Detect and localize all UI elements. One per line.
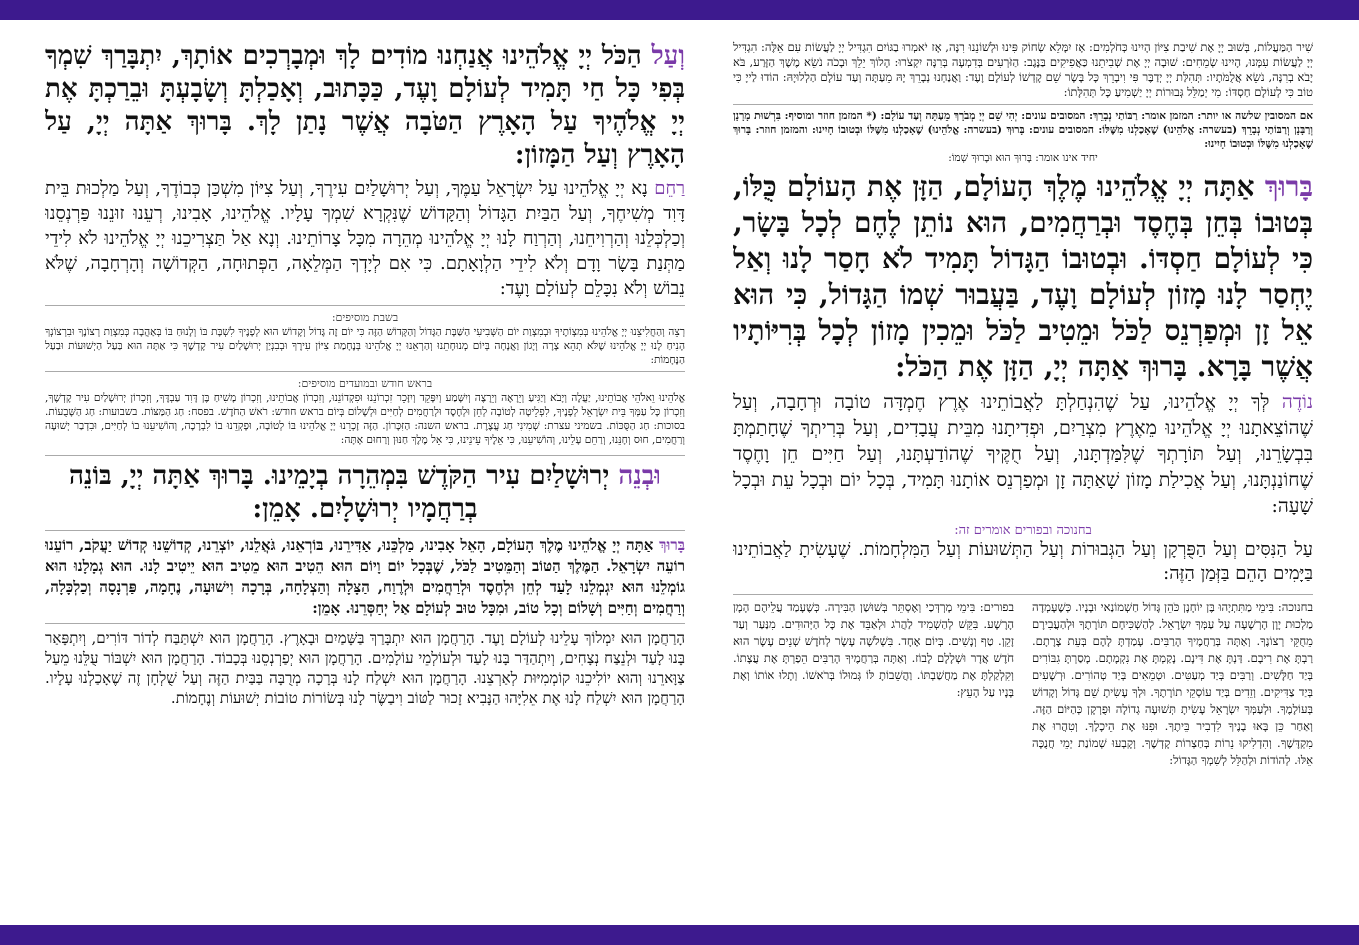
uvneh-text: יְרוּשָׁלַיִם עִיר הַקֹּדֶשׁ בִּמְהֵרָה בְיָמֵינוּ. בָּרוּךְ אַתָּה יְיָ, בּוֹנֵה בְרַחֲמָיו יְרוּשָׁלָיִם. אָמֵן: [69, 461, 610, 524]
veal-first-word: וְעַל [651, 41, 685, 71]
rachem-first-word: רַחֵם [654, 178, 685, 199]
yachid-note: יחיד אינו אומר: בָּרוּךְ הוּא וּבָרוּךְ שְׁמוֹ: [948, 152, 1098, 164]
uvneh-paragraph [45, 460, 685, 526]
divider [45, 305, 685, 306]
divider [45, 623, 685, 624]
right-page [733, 40, 1313, 920]
rachem-paragraph [45, 176, 685, 301]
purim-column: בפורים: בִּימֵי מָרְדְּכַי וְאֶסְתֵּר בְּשׁוּשַׁן הַבִּירָה. כְּשֶׁעָמַד עֲלֵיהֶם הָמָן הָרָשָׁע. בִּקֵּשׁ לְהַשְׁמִיד לַהֲרֹג וּלְאַבֵּד אֶת כָּל הַיְּהוּדִים. מִנַּעַר וְעַד זָקֵן. טַף וְנָשִׁים. בְּיוֹם אֶחָד. בִּשְׁלֹשָׁה עָשָׂר לְחֹדֶשׁ שְׁנֵים עָשָׂר הוּא חֹדֶשׁ אֲדָר וּשְׁלָלָם לָבוֹז. וְאַתָּה בְּרַחֲמֶיךָ הָרַבִּים הֵפַרְתָּ אֶת עֲצָתוֹ. וְקִלְקַלְתָּ אֶת מַחֲשַׁבְתּוֹ. וַהֲשֵׁבוֹתָ לּוֹ גְּמוּלוֹ בְּרֹאשׁוֹ. וְתָלוּ אוֹתוֹ וְאֶת בָּנָיו עַל הָעֵץ: [733, 600, 1014, 699]
shabbat-caption: בשבת מוסיפים: [331, 311, 399, 324]
hatov-text: אַתָּה יְיָ אֱלֹהֵינוּ מֶלֶךְ הָעוֹלָם, הָאֵל אָבִינוּ, מַלְכֵּנוּ, אַדִּירֵנוּ, בּוֹרְאֵנוּ, גֹּאֲלֵנוּ, יוֹצְרֵנוּ, קְדוֹשֵׁנוּ קְדוֹשׁ יַעֲקֹב, רוֹעֵנוּ רוֹעֵה יִשְׂרָאֵל. הַמֶּלֶךְ הַטּוֹב וְהַמֵּטִיב לַכֹּל, שֶׁבְּכָל יוֹם וָיוֹם הוּא הֵטִיב הוּא מֵטִיב הוּא יֵיטִיב לָנוּ. הוּא גְמָלָנוּ הוּא גוֹמְלֵנוּ הוּא יִגְמְלֵנוּ לָעַד לְחֵן וּלְחֶסֶד וּלְרַחֲמִים וּלְרֶוַח, הַצָּלָה וְהַצְלָחָה, בְּרָכָה וִישׁוּעָה, נֶחָמָה, פַּרְנָסָה וְכַלְכָּלָה, וְרַחֲמִים וְחַיִּים וְשָׁלוֹם וְכָל טוֹב, וּמִכָּל טוּב לְעוֹלָם אַל יְחַסְּרֵנוּ. אָמֵן: [45, 536, 685, 617]
divider [45, 530, 685, 531]
divider [45, 371, 685, 372]
rachem-text: נָא יְיָ אֱלֹהֵינוּ עַל יִשְׂרָאֵל עַמֶּךָ, וְעַל יְרוּשָׁלַיִם עִירֶךָ, וְעַל צִיּוֹן מִשְׁכַּן כְּבוֹדֶךָ, וְעַל מַלְכוּת בֵּית דָּוִד מְשִׁיחֶךָ, וְעַל הַבַּיִת הַגָּדוֹל וְהַקָּדוֹשׁ שֶׁנִּקְרָא שִׁמְךָ עָלָיו. אֱלֹהֵינוּ, אָבִינוּ, רְעֵנוּ זוּנֵנוּ פַּרְנְסֵנוּ וְכַלְכְּלֵנוּ וְהַרְוִיחֵנוּ, וְהַרְוַח לָנוּ יְיָ אֱלֹהֵינוּ מְהֵרָה מִכָּל צָרוֹתֵינוּ. וְנָא אַל תַּצְרִיכֵנוּ יְיָ אֱלֹהֵינוּ לֹא לִידֵי מַתְּנַת בָּשָׂר וָדָם וְלֹא לִידֵי הַלְוָאָתָם. כִּי אִם לְיָדְךָ הַמְּלֵאָה, הַפְּתוּחָה, הַקְּדוֹשָׁה וְהָרְחָבָה, שֶׁלֹּא נֵבוֹשׁ וְלֹא נִכָּלֵם לְעוֹלָם וָעֶד: [45, 178, 685, 299]
chanuka-purim-columns [733, 599, 1313, 769]
shir-hamaalot-paragraph: שִׁיר הַמַּעֲלוֹת, בְּשׁוּב יְיָ אֶת שִׁיבַת צִיּוֹן הָיִינוּ כְּחֹלְמִים: אָז יִמָּלֵא שְׂחוֹק פִּינוּ וּלְשׁוֹנֵנוּ רִנָּה, אָז יֹאמְרוּ בַגּוֹיִם הִגְדִּיל יְיָ לַעֲשׂוֹת עִם אֵלֶּה: הִגְדִּיל יְיָ לַעֲשׂוֹת עִמָּנוּ, הָיִינוּ שְׂמֵחִים: שׁוּבָה יְיָ אֶת שְׁבִיתֵנוּ כַּאֲפִיקִים בַּנֶּגֶב: הַזֹּרְעִים בְּדִמְעָה בְּרִנָּה יִקְצֹרוּ: הָלוֹךְ יֵלֵךְ וּבָכֹה נֹשֵׂא מֶשֶׁךְ הַזָּרַע, בֹּא יָבֹא בְרִנָּה, נֹשֵׂא אֲלֻמֹּתָיו: תְּהִלַּת יְיָ יְדַבֶּר פִּי וִיבָרֵךְ כָּל בָּשָׂר שֵׁם קָדְשׁוֹ לְעוֹלָם וָעֶד: וַאֲנַחְנוּ נְבָרֵךְ יָהּ מֵעַתָּה וְעַד עוֹלָם הַלְלוּיָהּ: הוֹדוּ לַייָ כִּי טוֹב כִּי לְעוֹלָם חַסְדּוֹ: מִי יְמַלֵּל גְּבוּרוֹת יְיָ יַשְׁמִיעַ כָּל תְּהִלָּתוֹ: [733, 40, 1313, 99]
top-border-bar [0, 0, 1359, 20]
hazan-paragraph [733, 169, 1313, 385]
divider [733, 594, 1313, 595]
veal-text: הַכֹּל יְיָ אֱלֹהֵינוּ אֲנַחְנוּ מוֹדִים לָךְ וּמְבָרְכִים אוֹתָךְ, יִתְבָּרַךְ שִׁמְךָ בְּפִי כָּל חַי תָּמִיד לְעוֹלָם וָעֶד, כַּכָּתוּב, וְאָכַלְתָּ וְשָׂבָעְתָּ וּבֵרַכְתָּ אֶת יְיָ אֱלֹהֶיךָ עַל הָאָרֶץ הַטֹּבָה אֲשֶׁר נָתַן לָךְ. בָּרוּךְ אַתָּה יְיָ, עַל הָאָרֶץ וְעַל הַמָּזוֹן: [45, 41, 685, 170]
retzeh-paragraph: רְצֵה וְהַחֲלִיצֵנוּ יְיָ אֱלֹהֵינוּ בְּמִצְוֹתֶיךָ וּבְמִצְוַת יוֹם הַשְּׁבִיעִי הַשַּׁבָּת הַגָּדוֹל וְהַקָּדוֹשׁ הַזֶּה כִּי יוֹם זֶה גָּדוֹל וְקָדוֹשׁ הוּא לְפָנֶיךָ לִשְׁבָּת בּוֹ וְלָנוּחַ בּוֹ בְּאַהֲבָה כְּמִצְוַת רְצוֹנֶךָ וּבִרְצוֹנְךָ הָנִיחַ לָנוּ יְיָ אֱלֹהֵינוּ שֶׁלֹּא תְהֵא צָרָה וְיָגוֹן וַאֲנָחָה בְּיוֹם מְנוּחָתֵנוּ וְהַרְאֵנוּ יְיָ אֱלֹהֵינוּ בְּנֶחָמַת צִיּוֹן עִירֶךָ וּבְבִנְיַן יְרוּשָׁלַיִם עִיר קָדְשֶׁךָ כִּי אַתָּה הוּא בַּעַל הַיְשׁוּעוֹת וּבַעַל הַנֶּחָמוֹת: [45, 326, 685, 366]
uvneh-first-word: וּבְנֵה [618, 461, 661, 491]
zimun-instructions: אם המסובין שלשה או יותר: המזמן אומר: רַבּוֹתַי נְבָרֵךְ: המסובים עונים: יְהִי שֵׁם יְיָ מְבֹרָךְ מֵעַתָּה וְעַד עוֹלָם: (* המזמן חוזר ומוסיף: בִּרְשׁוּת מָרָנָן וְרַבָּנָן וְרַבּוֹתַי נְבָרֵךְ (בעשרה: אֱלֹהֵינוּ) שֶׁאָכַלְנוּ מִשֶּׁלּוֹ: המסובים עונים: בָּרוּךְ (בעשרה: אֱלֹהֵינוּ) שֶׁאָכַלְנוּ מִשֶּׁלּוֹ וּבְטוּבוֹ חָיִינוּ: והמזמן חוזר: בָּרוּךְ שֶׁאָכַלְנוּ מִשֶּׁלּוֹ וּבְטוּבוֹ חָיִינוּ: [733, 110, 1313, 150]
chanuka-purim-caption: בחנוכה ובפורים אומרים זה: [954, 523, 1092, 538]
divider [45, 455, 685, 456]
hazan-first-word: בָּרוּךְ [1264, 170, 1313, 203]
yaaleh-veyavo-paragraph: אֱלֹהֵינוּ וֵאלֹהֵי אֲבוֹתֵינוּ, יַעֲלֶה וְיָבֹא וְיַגִּיעַ וְיֵרָאֶה וְיֵרָצֶה וְיִשָּׁמַע וְיִפָּקֵד וְיִזָּכֵר זִכְרוֹנֵנוּ וּפִקְדוֹנֵנוּ, וְזִכְרוֹן אֲבוֹתֵינוּ, וְזִכְרוֹן מָשִׁיחַ בֶּן דָּוִד עַבְדֶּךָ, וְזִכְרוֹן יְרוּשָׁלַיִם עִיר קָדְשֶׁךָ, וְזִכְרוֹן כָּל עַמְּךָ בֵּית יִשְׂרָאֵל לְפָנֶיךָ, לִפְלֵיטָה לְטוֹבָה לְחֵן וּלְחֶסֶד וּלְרַחֲמִים לְחַיִּים וּלְשָׁלוֹם בְּיוֹם בראש חודש: רֹאשׁ הַחֹדֶשׁ. בפסח: חַג הַמַּצּוֹת. בשבועות: חַג הַשָּׁבֻעוֹת. בסוכות: חַג הַסֻּכּוֹת. בשמיני עצרת: שְׁמִינִי חַג עֲצֶרֶת. בראש השנה: הַזִּכָּרוֹן. הַזֶּה זָכְרֵנוּ יְיָ אֱלֹהֵינוּ בּוֹ לְטוֹבָה, וּפָקְדֵנוּ בוֹ לִבְרָכָה, וְהוֹשִׁיעֵנוּ בוֹ לְחַיִּים, וּבִדְבַר יְשׁוּעָה וְרַחֲמִים, חוּס וְחָנֵּנוּ, וְרַחֵם עָלֵינוּ, וְהוֹשִׁיעֵנוּ, כִּי אֵלֶיךָ עֵינֵינוּ, כִּי אֵל מֶלֶךְ חַנּוּן וְרַחוּם אָתָּה: [45, 392, 685, 446]
nodeh-text: לְּךָ יְיָ אֱלֹהֵינוּ, עַל שֶׁהִנְחַלְתָּ לַאֲבוֹתֵינוּ אֶרֶץ חֶמְדָּה טוֹבָה וּרְחָבָה, וְעַל שֶׁהוֹצֵאתָנוּ יְיָ אֱלֹהֵינוּ מֵאֶרֶץ מִצְרַיִם, וּפְדִיתָנוּ מִבֵּית עֲבָדִים, וְעַל בְּרִיתְךָ שֶׁחָתַמְתָּ בִּבְשָׂרֵנוּ, וְעַל תּוֹרָתְךָ שֶׁלִּמַּדְתָּנוּ, וְעַל חֻקֶּיךָ שֶׁהוֹדַעְתָּנוּ, וְעַל חַיִּים חֵן וָחֶסֶד שֶׁחוֹנַנְתָּנוּ, וְעַל אֲכִילַת מָזוֹן שָׁאַתָּה זָן וּמְפַרְנֵס אוֹתָנוּ תָּמִיד, בְּכָל יוֹם וּבְכָל עֵת וּבְכָל שָׁעָה: [733, 391, 1313, 517]
bottom-border-bar [0, 925, 1359, 945]
al-hanisim-paragraph: עַל הַנִּסִּים וְעַל הַפֻּרְקָן וְעַל הַגְּבוּרוֹת וְעַל הַתְּשׁוּעוֹת וְעַל הַמִּלְחָמוֹת. שֶׁעָשִׂיתָ לַאֲבוֹתֵינוּ בַּיָּמִים הָהֵם בַּזְּמַן הַזֶּה: [733, 539, 1313, 584]
nodeh-paragraph [733, 389, 1313, 519]
hatov-vehametiv-paragraph [45, 535, 685, 619]
nodeh-first-word: נוֹדֶה [1281, 391, 1313, 413]
hazan-text: אַתָּה יְיָ אֱלֹהֵינוּ מֶלֶךְ הָעוֹלָם, הַזָּן אֶת הָעוֹלָם כֻּלּוֹ, בְּטוּבוֹ בְּחֵן בְּחֶסֶד וּבְרַחֲמִים, הוּא נוֹתֵן לֶחֶם לְכָל בָּשָׂר, כִּי לְעוֹלָם חַסְדּוֹ. וּבְטוּבוֹ הַגָּדוֹל תָּמִיד לֹא חָסַר לָנוּ וְאַל יֶחְסַר לָנוּ מָזוֹן לְעוֹלָם וָעֶד, בַּעֲבוּר שְׁמוֹ הַגָּדוֹל, כִּי הוּא אֵל זָן וּמְפַרְנֵס לַכֹּל וּמֵטִיב לַכֹּל וּמֵכִין מָזוֹן לְכָל בְּרִיּוֹתָיו אֲשֶׁר בָּרָא. בָּרוּךְ אַתָּה יְיָ, הַזָּן אֶת הַכֹּל: [733, 170, 1313, 383]
veal-hakol-paragraph [45, 40, 685, 172]
left-page [45, 40, 685, 920]
harachaman-paragraph: הָרַחֲמָן הוּא יִמְלוֹךְ עָלֵינוּ לְעוֹלָם וָעֶד. הָרַחֲמָן הוּא יִתְבָּרַךְ בַּשָּׁמַיִם וּבָאָרֶץ. הָרַחֲמָן הוּא יִשְׁתַּבַּח לְדוֹר דּוֹרִים, וְיִתְפָּאַר בָּנוּ לָעַד וּלְנֵצַח נְצָחִים, וְיִתְהַדַּר בָּנוּ לָעַד וּלְעוֹלְמֵי עוֹלָמִים. הָרַחֲמָן הוּא יְפַרְנְסֵנוּ בְּכָבוֹד. הָרַחֲמָן הוּא יִשְׁבּוֹר עֻלֵּנוּ מֵעַל צַוָּארֵנוּ וְהוּא יוֹלִיכֵנוּ קוֹמְמִיּוּת לְאַרְצֵנוּ. הָרַחֲמָן הוּא יִשְׁלַח לָנוּ בְּרָכָה מְרֻבָּה בַּבַּיִת הַזֶּה וְעַל שֻׁלְחָן זֶה שֶׁאָכַלְנוּ עָלָיו. הָרַחֲמָן הוּא יִשְׁלַח לָנוּ אֶת אֵלִיָּהוּ הַנָּבִיא זָכוּר לַטּוֹב וִיבַשֶּׂר לָנוּ בְּשׂוֹרוֹת טוֹבוֹת יְשׁוּעוֹת וְנֶחָמוֹת. [45, 629, 685, 707]
chanuka-column: בחנוכה: בִּימֵי מַתִּתְיָהוּ בֶּן יוֹחָנָן כֹּהֵן גָּדוֹל חַשְׁמוֹנַאי וּבָנָיו. כְּשֶׁעָמְדָה מַלְכוּת יָוָן הָרְשָׁעָה עַל עַמְּךָ יִשְׂרָאֵל. לְהַשְׁכִּיחָם תּוֹרָתֶךָ וּלְהַעֲבִירָם מֵחֻקֵּי רְצוֹנֶךָ. וְאַתָּה בְּרַחֲמֶיךָ הָרַבִּים. עָמַדְתָּ לָהֶם בְּעֵת צָרָתָם. רַבְתָּ אֶת רִיבָם. דַּנְתָּ אֶת דִּינָם. נָקַמְתָּ אֶת נִקְמָתָם. מָסַרְתָּ גִבּוֹרִים בְּיַד חַלָּשִׁים. וְרַבִּים בְּיַד מְעַטִּים. וּטְמֵאִים בְּיַד טְהוֹרִים. וּרְשָׁעִים בְּיַד צַדִּיקִים. וְזֵדִים בְּיַד עוֹסְקֵי תוֹרָתֶךָ. וּלְךָ עָשִׂיתָ שֵׁם גָּדוֹל וְקָדוֹשׁ בְּעוֹלָמֶךָ. וּלְעַמְּךָ יִשְׂרָאֵל עָשִׂיתָ תְּשׁוּעָה גְדוֹלָה וּפֻרְקָן כְּהַיּוֹם הַזֶּה. וְאַחַר כֵּן בָּאוּ בָנֶיךָ לִדְבִיר בֵּיתֶךָ. וּפִנּוּ אֶת הֵיכָלֶךָ. וְטִהֲרוּ אֶת מִקְדָּשֶׁךָ. וְהִדְלִיקוּ נֵרוֹת בְּחַצְרוֹת קָדְשֶׁךָ. וְקָבְעוּ שְׁמוֹנַת יְמֵי חֲנֻכָּה אֵלּוּ. לְהוֹדוֹת וּלְהַלֵּל לְשִׁמְךָ הַגָּדוֹל: [1032, 600, 1313, 767]
divider [733, 104, 1313, 105]
hatov-first-word: בָּרוּךְ [659, 536, 685, 554]
rosh-chodesh-caption: בראש חודש ובמועדים מוסיפים: [297, 377, 433, 390]
